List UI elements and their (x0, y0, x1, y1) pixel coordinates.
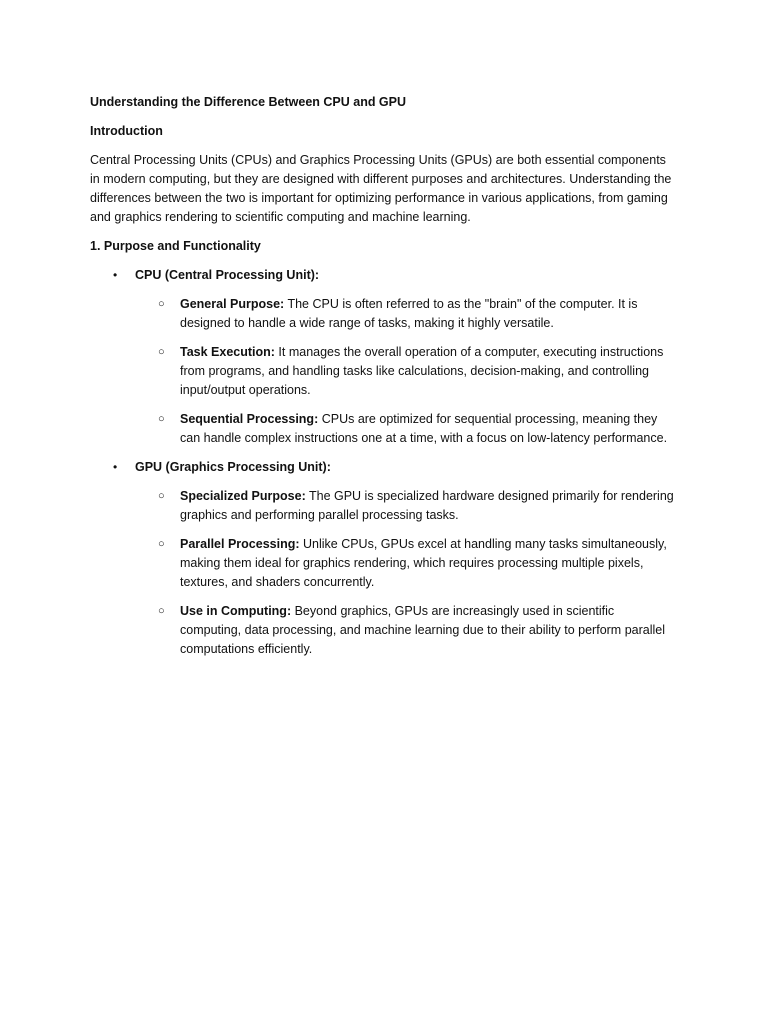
item-text: The CPU is often referred to as the "brain" of the computer. It is designed to handle a wide range of tasks, making it highly versatile. (180, 297, 638, 330)
bullet-circle-icon: ○ (158, 413, 165, 425)
bullet-dot-icon: • (113, 268, 118, 282)
purpose-list (90, 266, 678, 659)
cpu-list-item (90, 266, 678, 448)
item-term: Parallel Processing: (180, 537, 300, 551)
intro-heading: Introduction (90, 124, 163, 138)
item-text: Beyond graphics, GPUs are increasingly used in scientific computing, data processing, and machine learning due to their ability to perform parallel computations efficiently. (180, 604, 665, 656)
gpu-item-specialized-purpose (135, 487, 678, 525)
document-title: Understanding the Difference Between CPU and GPU (90, 95, 407, 109)
item-text: CPUs are optimized for sequential processing, meaning they can handle complex instructions one at a time, with a focus on low-latency performance. (180, 412, 668, 445)
bullet-dot-icon: • (113, 460, 118, 474)
cpu-item-general-purpose (135, 295, 678, 333)
section-1-heading: 1. Purpose and Functionality (90, 239, 261, 253)
gpu-item-parallel-processing (135, 535, 678, 592)
bullet-circle-icon: ○ (158, 490, 165, 502)
item-text: Unlike CPUs, GPUs excel at handling many tasks simultaneously, making them ideal for graphics rendering, which requires processing multiple pixels, textures, and shaders concurrently. (180, 537, 667, 589)
intro-paragraph: Central Processing Units (CPUs) and Graphics Processing Units (GPUs) are both essential components in modern computing, but they are designed with different purposes and architectures. Understanding the differences between the two is important for optimizing performance in various applications, from gaming and graphics rendering to scientific computing and machine learning. (90, 153, 672, 224)
bullet-circle-icon: ○ (158, 605, 165, 617)
gpu-item-use-in-computing (135, 602, 678, 659)
bullet-circle-icon: ○ (158, 298, 165, 310)
cpu-item-task-execution (135, 343, 678, 400)
item-term: Sequential Processing: (180, 412, 319, 426)
gpu-sublist (135, 487, 678, 659)
gpu-label: GPU (Graphics Processing Unit): (135, 460, 331, 474)
bullet-circle-icon: ○ (158, 538, 165, 550)
item-term: General Purpose: (180, 297, 285, 311)
item-text: It manages the overall operation of a computer, executing instructions from programs, and handling tasks like calculations, decision-making, and controlling input/output operations. (180, 345, 664, 397)
item-text: The GPU is specialized hardware designed primarily for rendering graphics and performing parallel processing tasks. (180, 489, 674, 522)
cpu-item-sequential-processing (135, 410, 678, 448)
item-term: Use in Computing: (180, 604, 292, 618)
cpu-label: CPU (Central Processing Unit): (135, 268, 320, 282)
item-term: Specialized Purpose: (180, 489, 306, 503)
cpu-sublist (135, 295, 678, 448)
gpu-list-item (90, 458, 678, 659)
bullet-circle-icon: ○ (158, 346, 165, 358)
item-term: Task Execution: (180, 345, 275, 359)
